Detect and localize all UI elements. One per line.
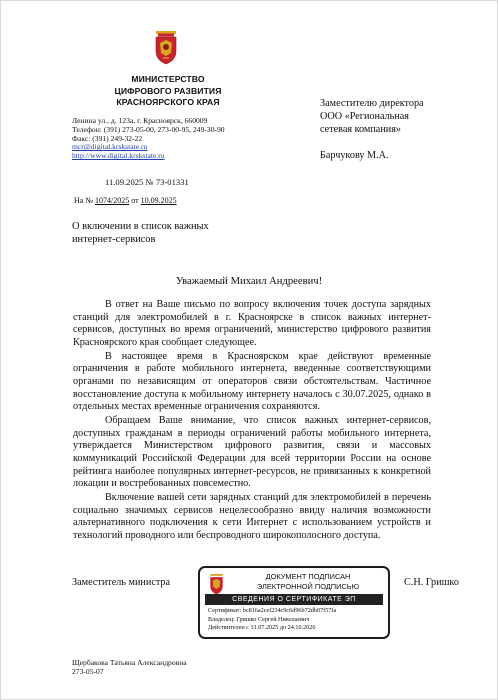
- body-paragraph: Включение вашей сети зарядных станций для электромобилей в перечень социально значимых сервисов нецелесообразно ввиду наличия возможности альтернативного подключения к сети Интернет с использованием устройств и технологий проводного или беспроводного широкополосного доступа.: [73, 491, 431, 542]
- stamp-title-line-1: ДОКУМЕНТ ПОДПИСАН: [265, 572, 351, 581]
- stamp-certificate-header: СВЕДЕНИЯ О СЕРТИФИКАТЕ ЭП: [205, 594, 383, 605]
- email-link[interactable]: mcr@digital.krskstate.ru: [72, 142, 148, 152]
- addressee-line-2: ООО «Региональная: [320, 111, 409, 122]
- incoming-reference: [74, 196, 177, 205]
- incoming-middle: от: [131, 196, 139, 205]
- body-paragraph: В ответ на Ваше письмо по вопросу включения точек доступа зарядных станций для электромобилей в г. Красноярске в список важных интернет-сервисов, доступных во время ограничений, министерство цифрового развития Красноярского края сообщает следующее.: [73, 299, 431, 349]
- stamp-certificate-id: Сертификат: bc816a2cef234c9c6d96b72db07f57fa: [208, 607, 337, 614]
- outgoing-reference: 11.09.2025 № 73-01331: [105, 177, 189, 187]
- stamp-title-line-2: ЭЛЕКТРОННОЙ ПОДПИСЬЮ: [256, 581, 360, 591]
- org-address: Ленина ул., д. 123а, г. Красноярск, 660009: [72, 116, 208, 125]
- subject-line-2: интернет-сервисов: [72, 234, 156, 245]
- body-paragraph: Обращаем Ваше внимание, что список важных интернет-сервисов, доступных гражданам в периоды ограничений работы мобильного интернета, утверждается Министерством цифрового развития, связи и массовых коммуникаций Российской Федерации для всей территории России на основе рейтинга наиболее популярных интернет-ресурсов, не привязанных к конкретной локации и востребованных повсеместно.: [73, 414, 431, 490]
- subject-line-1: О включении в список важных: [72, 221, 209, 232]
- stamp-details: [208, 607, 336, 633]
- e-signature-stamp: [198, 566, 390, 639]
- stamp-coat-of-arms-icon: [209, 574, 224, 595]
- executor-block: [72, 658, 187, 676]
- org-line-1: МИНИСТЕРСТВО: [131, 74, 205, 84]
- org-line-3: КРАСНОЯРСКОГО КРАЯ: [116, 97, 220, 107]
- contact-block: [72, 117, 225, 161]
- letter-subject: [72, 220, 209, 246]
- signatory-name: С.Н. Гришко: [404, 577, 459, 588]
- addressee-block: [320, 97, 424, 162]
- coat-of-arms-icon: [154, 31, 178, 65]
- addressee-name: Барчукову М.А.: [320, 150, 389, 161]
- org-line-2: ЦИФРОВОГО РАЗВИТИЯ: [114, 85, 222, 96]
- incoming-date: 10.09.2025: [140, 196, 177, 205]
- letter-body: [73, 299, 431, 544]
- stamp-validity: Действителен с 31.07.2025 до 24.10.2026: [208, 624, 316, 632]
- executor-phone: 273-05-07: [72, 667, 104, 676]
- incoming-number: 1074/2025: [94, 196, 130, 205]
- website-link[interactable]: http://www.digital.krskstate.ru: [72, 151, 165, 161]
- addressee-line-1: Заместителю директора: [320, 98, 424, 109]
- org-fax: Факс: (391) 249-32-22: [72, 133, 143, 143]
- stamp-owner: Владелец: Гришко Сергей Николаевич: [208, 615, 310, 623]
- org-phone: Телефон: (391) 273-05-00, 273-00-95, 249-30-90: [72, 124, 225, 134]
- body-paragraph: В настоящее время в Красноярском крае действуют временные ограничения в работе мобильного интернета, введенные соответствующими органами по независящим от операторов связи обстоятельствам. Частичное восстановление доступа к мобильному интернету началось с 30.07.2025, однако в отдельных местах временные ограничения сохраняются.: [73, 350, 431, 413]
- organization-name: [73, 74, 263, 109]
- greeting: Уважаемый Михаил Андреевич!: [175, 276, 323, 287]
- incoming-prefix: На №: [74, 196, 93, 205]
- stamp-title: [228, 572, 388, 591]
- signatory-role: Заместитель министра: [72, 577, 171, 588]
- executor-name: Щербакова Татьяна Александровна: [72, 658, 187, 667]
- addressee-line-3: сетевая компания»: [320, 124, 402, 135]
